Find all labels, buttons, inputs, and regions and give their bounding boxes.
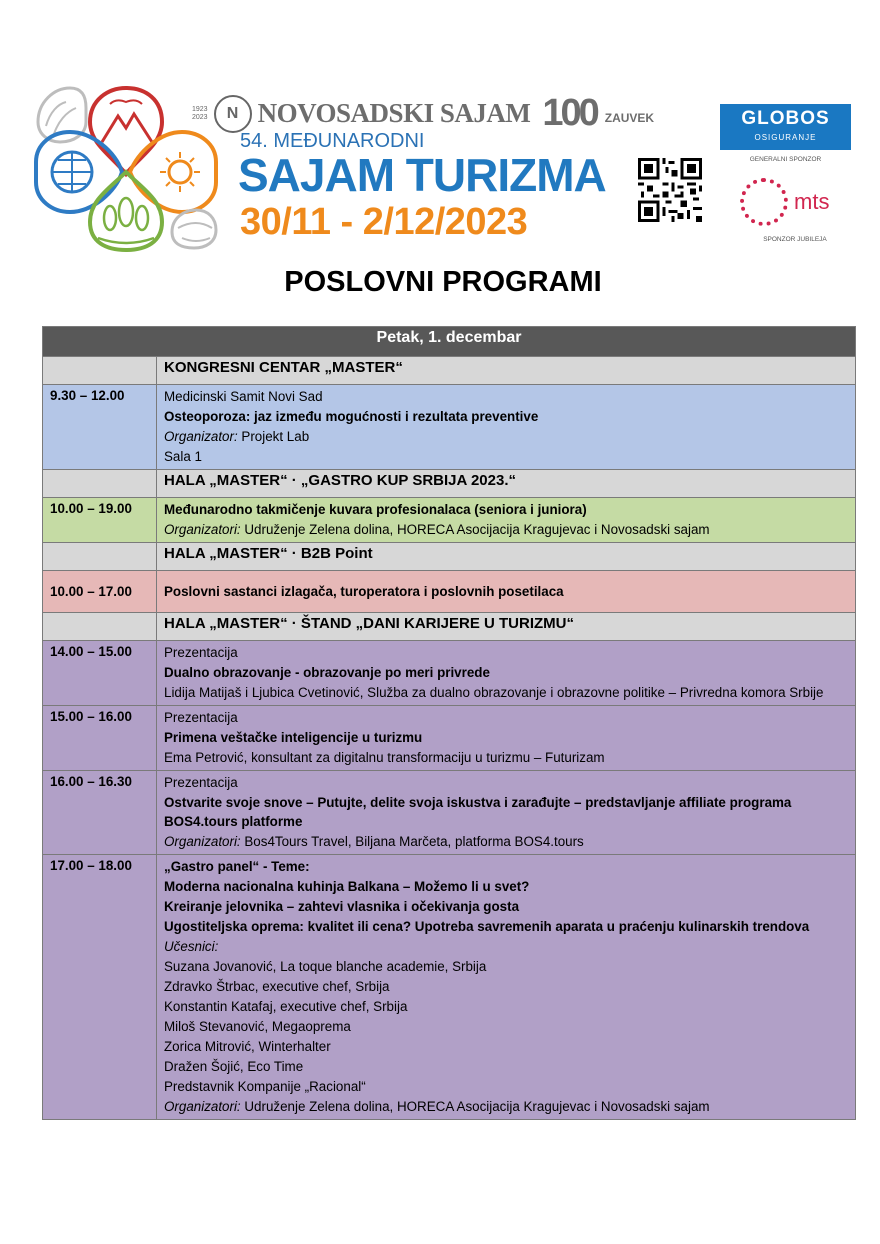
venue-time-cell	[43, 543, 157, 571]
event-row	[43, 571, 856, 613]
event-speaker: Ema Petrović, konsultant za digitalnu transformaciju u turizmu – Futurizam	[164, 750, 605, 765]
event-row	[43, 855, 856, 1120]
event-title: Primena veštačke inteligencije u turizmu	[164, 730, 423, 745]
panel-topic: Kreiranje jelovnika – zahtevi vlasnika i očekivanja gosta	[164, 899, 520, 914]
event-row	[43, 641, 856, 706]
venue-name: KONGRESNI CENTAR „MASTER“	[157, 357, 856, 385]
venue-time-cell	[43, 357, 157, 385]
organizer-label: Organizatori:	[164, 522, 241, 537]
schedule-table	[42, 326, 856, 1120]
organizer-label: Organizatori:	[164, 834, 241, 849]
event-time: 17.00 – 18.00	[43, 855, 157, 1120]
mts-name: mts	[794, 189, 830, 214]
globos-sponsor-logo	[720, 104, 851, 150]
event-row	[43, 385, 856, 470]
globos-name: GLOBOS	[741, 108, 830, 129]
event-time: 10.00 – 17.00	[43, 571, 157, 613]
day-header: Petak, 1. decembar	[43, 327, 856, 357]
page-title: POSLOVNI PROGRAMI	[284, 266, 602, 298]
participant: Zorica Mitrović, Winterhalter	[164, 1039, 331, 1054]
venue-time-cell	[43, 613, 157, 641]
fair-title: SAJAM TURIZMA	[238, 149, 606, 201]
brand-name: NOVOSADSKI SAJAM	[257, 98, 531, 128]
venue-name: HALA „MASTER“ · B2B Point	[157, 543, 856, 571]
day-header-row	[43, 327, 856, 357]
venue-row	[43, 470, 856, 498]
event-time: 14.00 – 15.00	[43, 641, 157, 706]
event-details	[157, 855, 856, 1120]
participant: Predstavnik Kompanije „Racional“	[164, 1079, 366, 1094]
event-title: Međunarodno takmičenje kuvara profesionalaca (seniora i juniora)	[164, 502, 587, 517]
general-sponsor-caption: GENERALNI SPONZOR	[749, 156, 822, 163]
event-row	[43, 498, 856, 543]
event-details	[157, 571, 856, 613]
participant: Zdravko Štrbac, executive chef, Srbija	[164, 979, 390, 994]
event-details	[157, 706, 856, 771]
brand-zauvek: ZAUVEK	[604, 111, 655, 125]
event-details	[157, 385, 856, 470]
organizer-value: Udruženje Zelena dolina, HORECA Asocijacija Kragujevac i Novosadski sajam	[240, 1099, 710, 1114]
event-title: Poslovni sastanci izlagača, turoperatora i poslovnih posetilaca	[164, 583, 564, 599]
event-type: Prezentacija	[164, 710, 238, 725]
mts-ring-icon	[740, 178, 788, 226]
event-details	[157, 771, 856, 855]
brand-years: 1923 2023	[192, 105, 208, 121]
panel-intro: „Gastro panel“ - Teme:	[164, 859, 310, 874]
event-details	[157, 641, 856, 706]
jubilee-sponsor-caption: SPONZOR JUBILEJA	[763, 236, 827, 243]
participant: Suzana Jovanović, La toque blanche academie, Srbija	[164, 959, 487, 974]
event-title: Ostvarite svoje snove – Putujte, delite svoja iskustva i zarađujte – predstavljanje affiliate programa BOS4.tours platforme	[164, 795, 792, 829]
brand-line	[192, 92, 654, 135]
event-organizer	[164, 427, 848, 446]
participant: Dražen Šojić, Eco Time	[164, 1059, 304, 1074]
organizer-value: Projekt Lab	[237, 429, 310, 444]
venue-time-cell	[43, 470, 157, 498]
mts-sponsor-logo	[740, 178, 829, 226]
participant: Miloš Stevanović, Megaoprema	[164, 1019, 351, 1034]
event-row	[43, 771, 856, 855]
event-organizer	[164, 832, 848, 851]
event-time: 9.30 – 12.00	[43, 385, 157, 470]
event-line: Medicinski Samit Novi Sad	[164, 389, 323, 404]
event-organizer	[164, 520, 848, 539]
panel-topic: Ugostiteljska oprema: kvalitet ili cena? Upotreba savremenih aparata u praćenju kulinarskih trendova	[164, 919, 810, 934]
event-time: 16.00 – 16.30	[43, 771, 157, 855]
venue-name: HALA „MASTER“ · „GASTRO KUP SRBIJA 2023.“	[157, 470, 856, 498]
event-row	[43, 706, 856, 771]
participants-label: Učesnici:	[164, 939, 219, 954]
fair-dates: 30/11 - 2/12/2023	[240, 201, 528, 243]
venue-name: HALA „MASTER“ · ŠTAND „DANI KARIJERE U TURIZMU“	[157, 613, 856, 641]
event-type: Prezentacija	[164, 645, 238, 660]
event-details	[157, 498, 856, 543]
venue-row	[43, 613, 856, 641]
event-time: 15.00 – 16.00	[43, 706, 157, 771]
event-title: Dualno obrazovanje - obrazovanje po meri privrede	[164, 665, 490, 680]
qr-code-icon	[638, 158, 702, 222]
edition-label: 54. MEĐUNARODNI	[240, 130, 425, 152]
globos-subtitle: OSIGURANJE	[754, 133, 817, 142]
organizer-value: Udruženje Zelena dolina, HORECA Asocijacija Kragujevac i Novosadski sajam	[240, 522, 710, 537]
organizer-label: Organizator:	[164, 429, 238, 444]
event-time: 10.00 – 19.00	[43, 498, 157, 543]
event-room: Sala 1	[164, 449, 202, 464]
seal-icon: N	[214, 95, 252, 133]
event-type: Prezentacija	[164, 775, 238, 790]
event-organizer	[164, 1097, 848, 1116]
event-title: Osteoporoza: jaz između mogućnosti i rezultata preventive	[164, 409, 539, 424]
venue-row	[43, 357, 856, 385]
venue-row	[43, 543, 856, 571]
brand-100: 100	[542, 92, 597, 134]
organizer-label: Organizatori:	[164, 1099, 241, 1114]
organizer-value: Bos4Tours Travel, Biljana Marčeta, platforma BOS4.tours	[240, 834, 584, 849]
event-speaker: Lidija Matijaš i Ljubica Cvetinović, Služba za dualno obrazovanje i obrazovne politike – Privredna komora Srbije	[164, 685, 824, 700]
participant: Konstantin Katafaj, executive chef, Srbija	[164, 999, 408, 1014]
panel-topic: Moderna nacionalna kuhinja Balkana – Možemo li u svet?	[164, 879, 530, 894]
